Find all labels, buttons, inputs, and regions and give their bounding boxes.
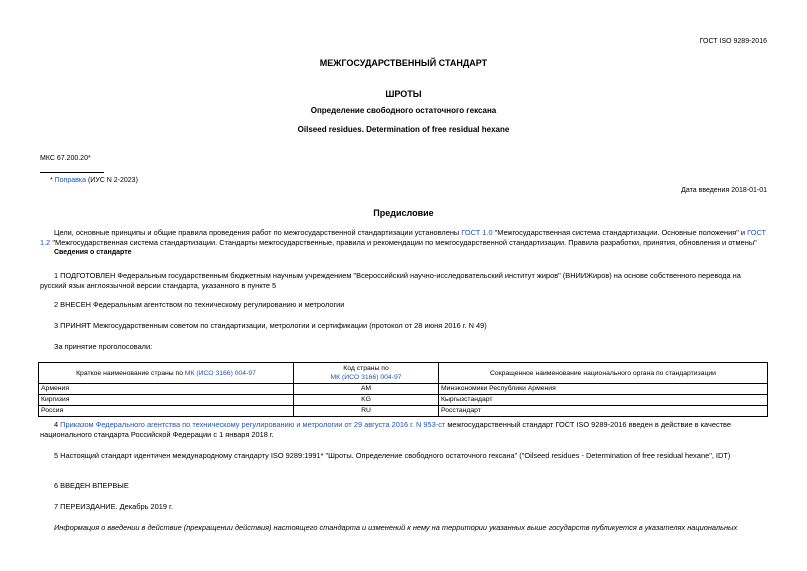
item-1: 1 ПОДГОТОВЛЕН Федеральным государственным бюджетным научным учреждением "Всероссийский научно-исследовательский институт жиров" (ВНИИЖиров) на основе собственного перевода на русский язык англоязычной версии стандарта, указанного в пункте 5 — [40, 271, 741, 290]
body-cell: Росстандарт — [439, 406, 768, 417]
item-6: 6 ВВЕДЕН ВПЕРВЫЕ — [54, 481, 129, 490]
country-cell: Россия — [39, 406, 294, 417]
info-note: Информация о введении в действие (прекращении действия) настоящего стандарта и изменений к нему на территории указанных выше государств публикуется в указателях национальных — [54, 523, 738, 532]
item-7: 7 ПЕРЕИЗДАНИЕ. Декабрь 2019 г. — [54, 502, 173, 511]
header-national-body: Сокращенное наименование национального органа по стандартизации — [439, 363, 768, 384]
amendment-suffix: (ИУС N 2-2023) — [86, 177, 138, 184]
header-country-code — [294, 363, 439, 384]
voting-countries-table — [38, 362, 768, 417]
country-cell: Армения — [39, 384, 294, 395]
table-row — [39, 406, 768, 417]
header-country-name — [39, 363, 294, 384]
item-5: 5 Настоящий стандарт идентичен международному стандарту ISO 9289:1991* "Шроты. Определение свободного остаточного гексана" ("Oilseed residues - Determination of free residual hexane", IDT) — [54, 451, 731, 460]
mk-iso-link[interactable]: МК (ИСО 3166) 004-97 — [184, 369, 256, 377]
footnote-rule — [40, 172, 104, 173]
subtitle-ru: Определение свободного остаточного гексана — [310, 106, 497, 115]
document-id: ГОСТ ISO 9289-2016 — [699, 38, 767, 45]
foreword-paragraph — [40, 228, 768, 248]
foreword-text-b: "Межгосударственная система стандартизации. Основные положения" и — [492, 228, 748, 237]
document-name: ШРОТЫ — [385, 89, 422, 99]
item-4-prefix: 4 — [54, 420, 61, 429]
foreword-text-a: Цели, основные принципы и общие правила проведения работ по межгосударственной стандартизации установлены — [54, 228, 462, 237]
table-row — [39, 384, 768, 395]
gost-1-0-link[interactable]: ГОСТ 1.0 — [461, 228, 493, 237]
body-cell: Минэкономики Республики Армения — [439, 384, 768, 395]
mks-code: МКС 67.200.20* — [40, 155, 91, 162]
amendment-note — [50, 177, 138, 184]
header-code-text: Код страны по — [343, 365, 389, 372]
standard-info-heading: Сведения о стандарте — [54, 249, 132, 256]
item-2: 2 ВНЕСЕН Федеральным агентством по техническому регулированию и метрологии — [54, 300, 345, 309]
gost-1-2-link[interactable]: ГОСТ 1.2 — [40, 228, 767, 247]
item-4-text: межгосударственный стандарт ГОСТ ISO 9289-2016 введен в действие в качестве национального стандарта Российской Федерации с 1 января 2018 г. — [40, 420, 731, 439]
item-4 — [40, 420, 768, 440]
item-3: 3 ПРИНЯТ Межгосударственным советом по стандартизации, метрологии и сертификации (протокол от 28 июня 2016 г. N 49) — [54, 321, 487, 330]
foreword-text-c: "Межгосударственная система стандартизации. Стандарты межгосударственные, правила и рекомендации по межгосударственной стандартизации. Правила разработки, принятия, обновления и отмены" — [50, 238, 757, 247]
standard-type-title: МЕЖГОСУДАРСТВЕННЫЙ СТАНДАРТ — [319, 58, 488, 68]
country-cell: Киргизия — [39, 395, 294, 406]
body-cell: Кыргызстандарт — [439, 395, 768, 406]
table-header-row — [39, 363, 768, 384]
header-country-text: Краткое наименование страны по — [76, 369, 185, 377]
table-row — [39, 395, 768, 406]
subtitle-en: Oilseed residues. Determination of free residual hexane — [297, 125, 510, 134]
mk-iso-code-link[interactable]: МК (ИСО 3166) 004-97 — [330, 374, 402, 381]
voted-label: За принятие проголосовали: — [54, 342, 153, 351]
order-link[interactable]: Приказом Федерального агентства по техническому регулированию и метрологии от 29 августа 2016 г. N 953-ст — [60, 420, 446, 429]
code-cell: AM — [294, 384, 439, 395]
amendment-link[interactable]: Поправка — [54, 177, 87, 184]
code-cell: RU — [294, 406, 439, 417]
code-cell: KG — [294, 395, 439, 406]
foreword-heading: Предисловие — [373, 208, 434, 218]
introduction-date: Дата введения 2018-01-01 — [681, 187, 767, 194]
amendment-prefix: * — [50, 177, 55, 184]
